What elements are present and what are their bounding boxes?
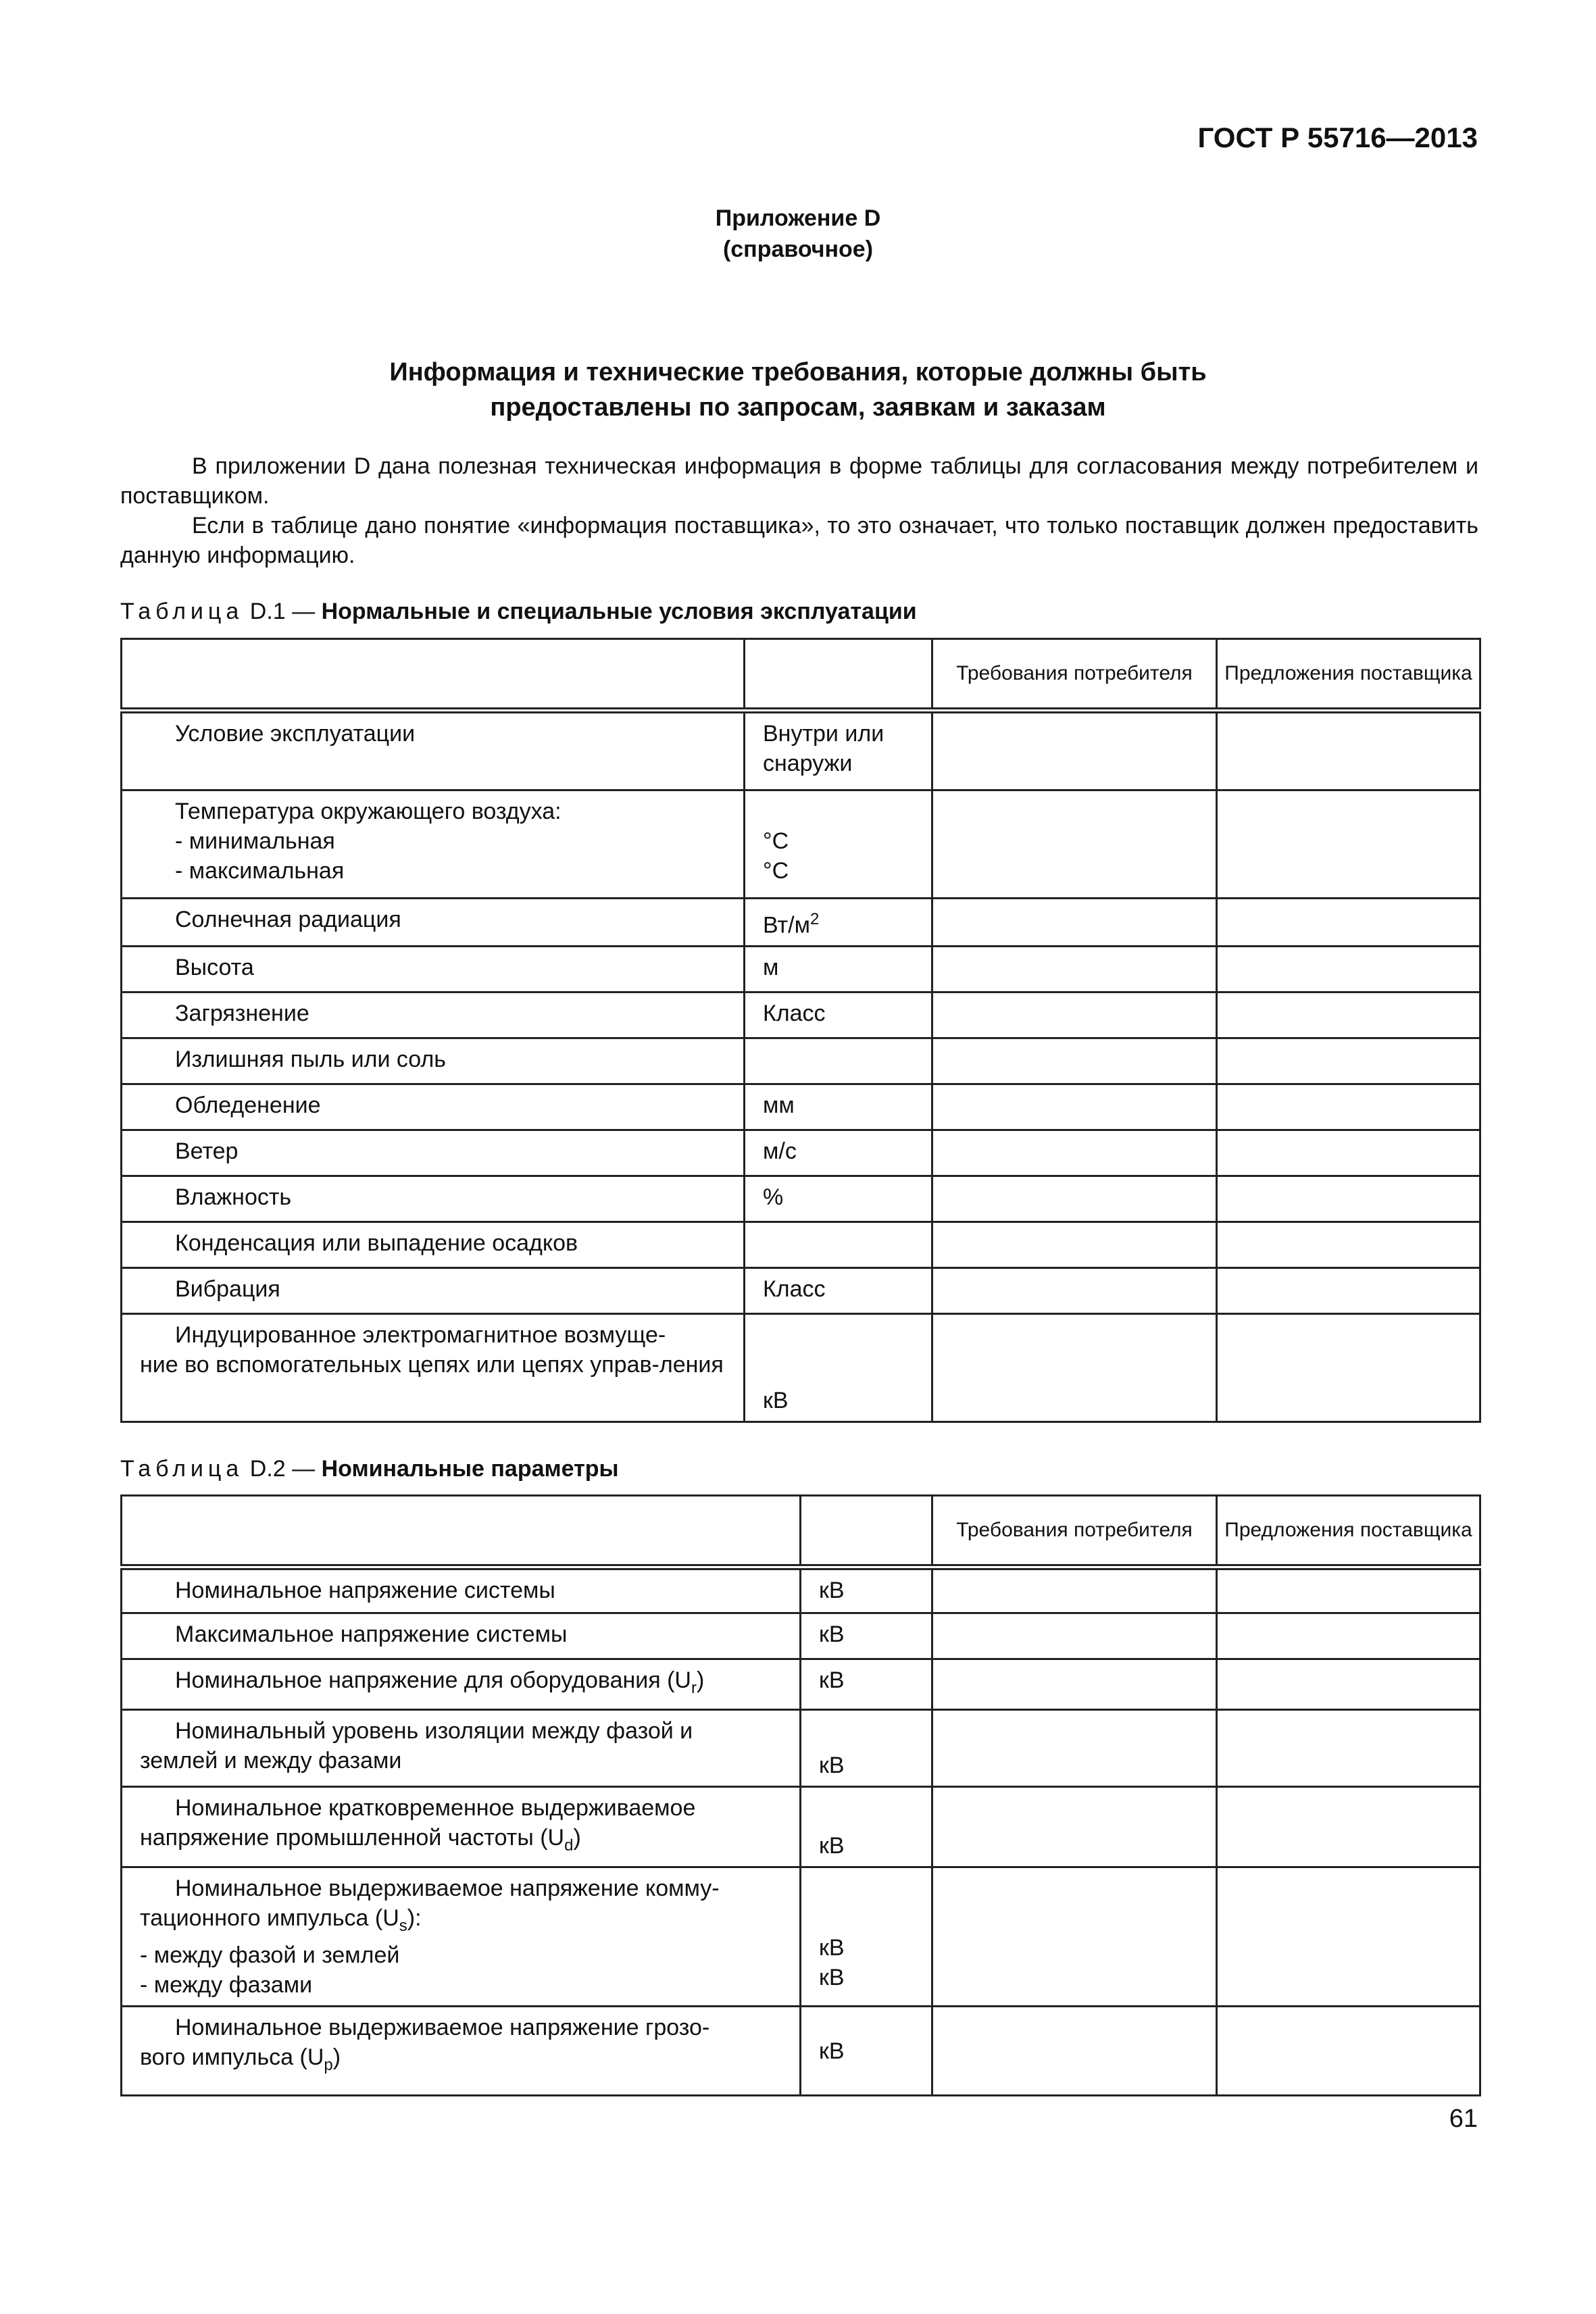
- supplier-cell[interactable]: [1217, 1867, 1480, 2007]
- subscript: p: [324, 2056, 333, 2075]
- row-label: Высота: [122, 947, 745, 992]
- row-label: Излишняя пыль или соль: [122, 1038, 745, 1084]
- row-label: [122, 1786, 801, 1867]
- table2-caption: [120, 1454, 619, 1484]
- row-unit: [745, 790, 932, 899]
- header-supplier: Предложения поставщика: [1217, 639, 1480, 711]
- supplier-cell[interactable]: [1217, 899, 1480, 947]
- row-label: Ветер: [122, 1130, 745, 1176]
- consumer-cell[interactable]: [932, 899, 1217, 947]
- row-label: [122, 1709, 801, 1786]
- row-unit: м/с: [745, 1130, 932, 1176]
- row-label-text: Номинальное напряжение для оборудования (U: [175, 1667, 691, 1693]
- consumer-cell[interactable]: [932, 1038, 1217, 1084]
- row-sublabel: - между фазами: [140, 1972, 313, 1998]
- table-row: [122, 1659, 1480, 1710]
- supplier-cell[interactable]: [1217, 947, 1480, 992]
- table-row: [122, 711, 1480, 790]
- consumer-cell[interactable]: [932, 1314, 1217, 1422]
- row-label-first: Номинальное выдерживаемое напряжение грозо-: [175, 2015, 710, 2041]
- row-label: [122, 2007, 801, 2096]
- row-unit: [745, 1038, 932, 1084]
- table-header-row: [122, 1496, 1480, 1567]
- consumer-cell[interactable]: [932, 1130, 1217, 1176]
- row-unit: [801, 1867, 932, 2007]
- row-unit: кВ: [801, 1613, 932, 1659]
- supplier-cell[interactable]: [1217, 1176, 1480, 1222]
- supplier-cell[interactable]: [1217, 711, 1480, 790]
- row-label-rest: землей и между фазами: [140, 1747, 402, 1774]
- row-unit: %: [745, 1176, 932, 1222]
- supplier-cell[interactable]: [1217, 1268, 1480, 1314]
- row-label: Влажность: [122, 1176, 745, 1222]
- supplier-cell[interactable]: [1217, 1084, 1480, 1130]
- supplier-cell[interactable]: [1217, 790, 1480, 899]
- row-unit: кВ: [801, 1709, 932, 1786]
- supplier-cell[interactable]: [1217, 1709, 1480, 1786]
- row-label: [122, 1659, 801, 1710]
- unit-superscript: 2: [809, 910, 820, 928]
- table1-caption: [120, 597, 917, 626]
- row-sublabel: - между фазой и землей: [140, 1942, 400, 1969]
- supplier-cell[interactable]: [1217, 992, 1480, 1038]
- table2-caption-prefix: Таблица: [120, 1456, 244, 1482]
- consumer-cell[interactable]: [932, 1613, 1217, 1659]
- row-label-rest: ние во вспомогательных цепях или цепях управ-ления: [140, 1352, 724, 1378]
- subscript: s: [399, 1916, 407, 1935]
- row-label-first: Номинальное выдерживаемое напряжение комму-: [175, 1875, 720, 1901]
- consumer-cell[interactable]: [932, 1176, 1217, 1222]
- consumer-cell[interactable]: [932, 1567, 1217, 1613]
- appendix-title: Приложение D: [715, 205, 881, 231]
- row-sublabel: - максимальная: [175, 858, 345, 884]
- row-unit: м: [745, 947, 932, 992]
- row-unit: кВ: [745, 1314, 932, 1422]
- subscript: d: [564, 1836, 574, 1855]
- row-unit: [745, 1222, 932, 1268]
- table-row: [122, 790, 1480, 899]
- header-cell-empty: [801, 1496, 932, 1567]
- row-label: Обледенение: [122, 1084, 745, 1130]
- supplier-cell[interactable]: [1217, 1659, 1480, 1710]
- row-unit-value: Вт/м: [763, 912, 810, 938]
- row-unit: кВ: [801, 2007, 932, 2096]
- consumer-cell[interactable]: [932, 1659, 1217, 1710]
- intro-paragraph-2: Если в таблице дано понятие «информация поставщика», то это означает, что только поставщик должен предоставить данную информацию.: [120, 513, 1478, 568]
- table-row: [122, 899, 1480, 947]
- row-unit: Класс: [745, 992, 932, 1038]
- supplier-cell[interactable]: [1217, 1567, 1480, 1613]
- supplier-cell[interactable]: [1217, 1222, 1480, 1268]
- row-label: Вибрация: [122, 1268, 745, 1314]
- row-label: Солнечная радиация: [122, 899, 745, 947]
- table-row: [122, 1176, 1480, 1222]
- consumer-cell[interactable]: [932, 2007, 1217, 2096]
- header-consumer: Требования потребителя: [932, 1496, 1217, 1567]
- row-label-rest: тационного импульса (U: [140, 1905, 399, 1931]
- row-label-first: Индуцированное электромагнитное возмуще-: [175, 1322, 666, 1349]
- consumer-cell[interactable]: [932, 1709, 1217, 1786]
- table-row: [122, 1786, 1480, 1867]
- consumer-cell[interactable]: [932, 992, 1217, 1038]
- table-row: [122, 1314, 1480, 1422]
- supplier-cell[interactable]: [1217, 1314, 1480, 1422]
- row-unit-value: кВ: [819, 1964, 845, 1990]
- row-unit: Класс: [745, 1268, 932, 1314]
- row-label-end: ):: [407, 1905, 422, 1931]
- table-row: [122, 1038, 1480, 1084]
- row-label: [122, 1867, 801, 2007]
- consumer-cell[interactable]: [932, 947, 1217, 992]
- subscript: r: [691, 1678, 697, 1697]
- table1-caption-prefix: Таблица: [120, 599, 244, 624]
- row-label-rest-wrap: [140, 1823, 782, 1861]
- row-label: Загрязнение: [122, 992, 745, 1038]
- header-cell-empty: [122, 1496, 801, 1567]
- appendix-subtitle: (справочное): [722, 236, 874, 262]
- header-supplier: Предложения поставщика: [1217, 1496, 1480, 1567]
- consumer-cell[interactable]: [932, 1084, 1217, 1130]
- table-row: [122, 1222, 1480, 1268]
- table-row: [122, 947, 1480, 992]
- table-d1: [120, 638, 1481, 1423]
- supplier-cell[interactable]: [1217, 2007, 1480, 2096]
- page-number: 61: [1449, 2105, 1478, 2133]
- row-label-rest-wrap: [140, 1903, 782, 1941]
- table2-caption-title: Номинальные параметры: [321, 1456, 619, 1482]
- row-label-main: Температура окружающего воздуха:: [175, 799, 562, 824]
- row-unit: Внутри или снаружи: [745, 711, 932, 790]
- supplier-cell[interactable]: [1217, 1613, 1480, 1659]
- row-sublabel: - минимальная: [175, 828, 335, 854]
- row-label-end: ): [573, 1824, 581, 1851]
- table-row: [122, 992, 1480, 1038]
- row-unit-value: °C: [763, 858, 789, 884]
- row-unit: мм: [745, 1084, 932, 1130]
- table-row: [122, 1084, 1480, 1130]
- section-title-line2: предоставлены по запросам, заявкам и заказам: [490, 393, 1106, 422]
- table-row: [122, 1709, 1480, 1786]
- section-title-line1: Информация и технические требования, которые должны быть: [389, 358, 1207, 386]
- table-header-row: [122, 639, 1480, 711]
- table-d2: [120, 1494, 1481, 2096]
- table-row: [122, 1867, 1480, 2007]
- row-label-end: ): [332, 2044, 341, 2071]
- table2-caption-number: D.2 —: [249, 1456, 316, 1482]
- row-label: Максимальное напряжение системы: [122, 1613, 801, 1659]
- row-label-first: Номинальное кратковременное выдерживаемое: [175, 1794, 696, 1821]
- document-code: ГОСТ Р 55716—2013: [1197, 122, 1478, 153]
- consumer-cell[interactable]: [932, 1786, 1217, 1867]
- table-row: [122, 1130, 1480, 1176]
- header-cell-empty: [745, 639, 932, 711]
- consumer-cell[interactable]: [932, 1222, 1217, 1268]
- supplier-cell[interactable]: [1217, 1130, 1480, 1176]
- supplier-cell[interactable]: [1217, 1038, 1480, 1084]
- row-label: [122, 790, 745, 899]
- row-label: Условие эксплуатации: [122, 711, 745, 790]
- table-row: [122, 1613, 1480, 1659]
- header-cell-empty: [122, 639, 745, 711]
- table-row: [122, 1268, 1480, 1314]
- header-consumer: Требования потребителя: [932, 639, 1217, 711]
- row-label-rest-wrap: [140, 2042, 782, 2080]
- row-unit-value: кВ: [819, 1934, 845, 1961]
- section-title: [0, 355, 1596, 425]
- table-row: [122, 1567, 1480, 1613]
- table-row: [122, 2007, 1480, 2096]
- table1-caption-number: D.1 —: [249, 599, 316, 624]
- row-label-first: Номинальный уровень изоляции между фазой и: [175, 1717, 693, 1744]
- table1-caption-title: Нормальные и специальные условия эксплуатации: [321, 599, 917, 624]
- row-unit: [745, 899, 932, 947]
- intro-paragraph-1: В приложении D дана полезная техническая информация в форме таблицы для согласования между потребителем и поставщиком.: [120, 453, 1478, 509]
- consumer-cell[interactable]: [932, 1867, 1217, 2007]
- consumer-cell[interactable]: [932, 1268, 1217, 1314]
- row-label: [122, 1314, 745, 1422]
- row-unit-value: °C: [763, 828, 789, 854]
- row-unit: кВ: [801, 1567, 932, 1613]
- row-unit: кВ: [801, 1659, 932, 1710]
- row-label-rest: напряжение промышленной частоты (U: [140, 1824, 565, 1851]
- row-label-rest: вого импульса (U: [140, 2044, 324, 2071]
- consumer-cell[interactable]: [932, 711, 1217, 790]
- row-label-end: ): [697, 1667, 705, 1693]
- supplier-cell[interactable]: [1217, 1786, 1480, 1867]
- row-label: Номинальное напряжение системы: [122, 1567, 801, 1613]
- row-label: Конденсация или выпадение осадков: [122, 1222, 745, 1268]
- row-unit: кВ: [801, 1786, 932, 1867]
- consumer-cell[interactable]: [932, 790, 1217, 899]
